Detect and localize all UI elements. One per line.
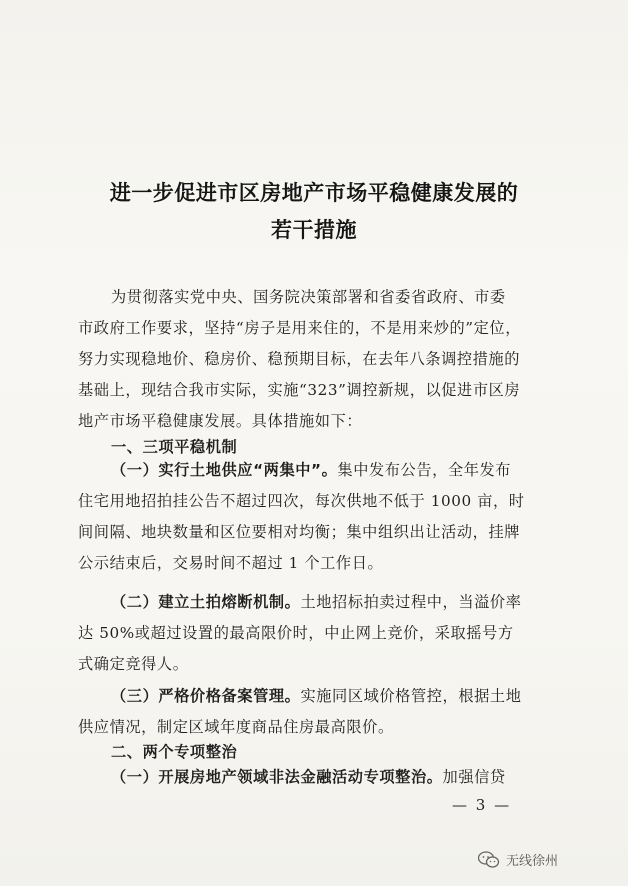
- section1-item3: [78, 681, 546, 743]
- item-text: 加强信贷: [442, 768, 506, 786]
- item-line: 供应情况，制定区域年度商品住房最高限价。: [78, 718, 394, 736]
- item-line: [78, 762, 546, 793]
- intro-line: 基础上，现结合我市实际，实施“323”调控新规，以促进市区房: [78, 381, 521, 399]
- intro-line: 市政府工作要求，坚持“房子是用来住的，不是用来炒的”定位，: [78, 319, 521, 337]
- intro-line: 地产市场平稳健康发展。具体措施如下：: [78, 412, 363, 430]
- intro-paragraph: [78, 282, 546, 437]
- item-text: 实施同区域价格管控，根据土地: [300, 687, 522, 705]
- item-line: 式确定竞得人。: [78, 655, 189, 673]
- watermark: [478, 850, 558, 869]
- page-number: — 3 —: [452, 796, 512, 814]
- section-heading-2: 二、两个专项整治: [111, 743, 238, 761]
- item-line: [78, 587, 546, 618]
- item-line: [78, 455, 546, 486]
- item-line: 达 50%或超过设置的最高限价时，中止网上竞价，采取摇号方: [78, 624, 514, 642]
- section2-item1: [78, 762, 546, 793]
- section1-item1: [78, 455, 546, 579]
- item-text: 集中发布公告，全年发布: [337, 461, 512, 479]
- item-lead: （三）严格价格备案管理。: [111, 687, 301, 705]
- item-line: 间间隔、地块数量和区位要相对均衡；集中组织出让活动，挂牌: [78, 523, 521, 541]
- watermark-label: 无线徐州: [506, 854, 559, 869]
- section-heading-1: 一、三项平稳机制: [111, 438, 238, 456]
- intro-line: 为贯彻落实党中央、国务院决策部署和省委省政府、市委: [111, 288, 506, 306]
- document-title-line-2: 若干措施: [271, 218, 357, 242]
- section1-item2: [78, 587, 546, 680]
- item-line: [78, 681, 546, 712]
- item-text: 土地招标拍卖过程中，当溢价率: [300, 593, 522, 611]
- item-lead: （一）开展房地产领域非法金融活动专项整治。: [111, 768, 443, 786]
- item-lead: （一）实行土地供应“两集中”。: [111, 461, 338, 479]
- wechat-icon: [478, 851, 500, 869]
- intro-line: 努力实现稳地价、稳房价、稳预期目标，在去年八条调控措施的: [78, 350, 521, 368]
- document-title-line-1: 进一步促进市区房地产市场平稳健康发展的: [109, 181, 519, 205]
- item-line: 住宅用地招拍挂公告不超过四次，每次供地不低于 1000 亩，时: [78, 492, 525, 510]
- item-lead: （二）建立土拍熔断机制。: [111, 593, 301, 611]
- item-line: 公示结束后，交易时间不超过 1 个工作日。: [78, 554, 384, 572]
